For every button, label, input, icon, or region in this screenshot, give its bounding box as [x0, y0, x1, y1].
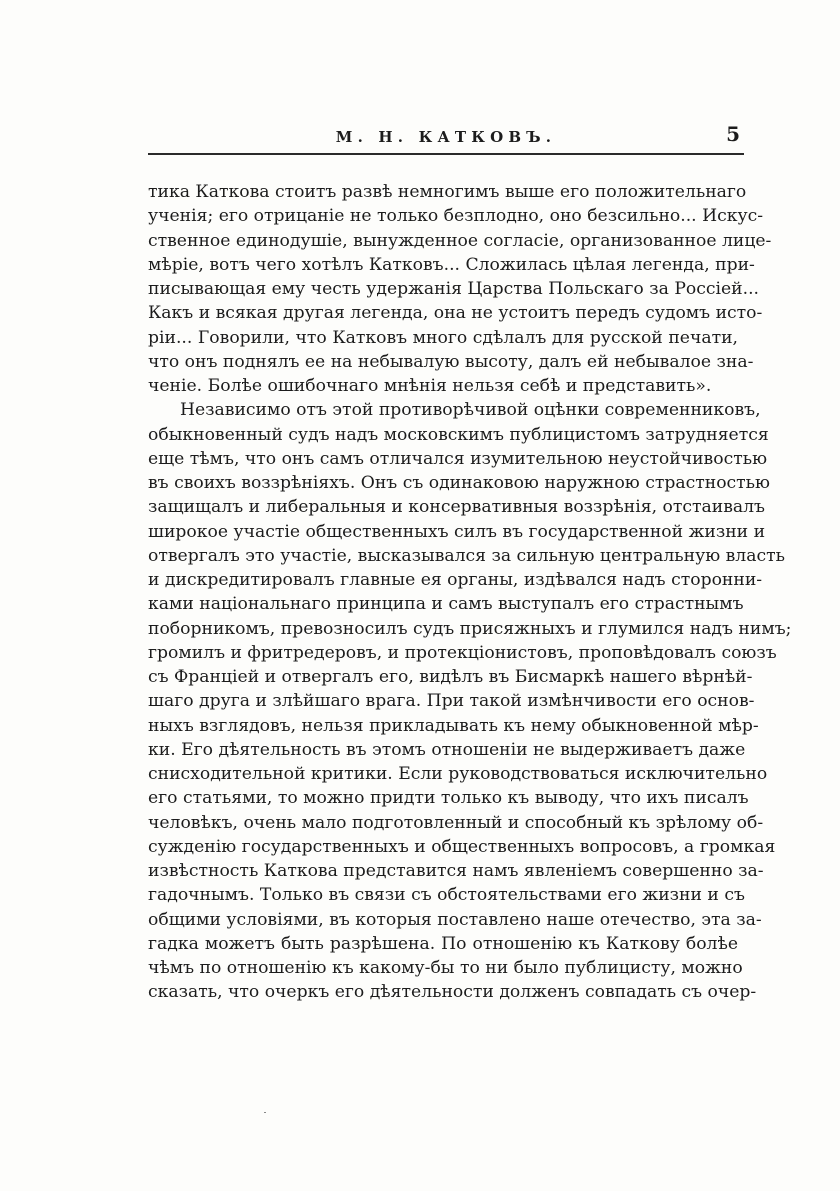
header-rule: [148, 153, 744, 155]
text-line: съ Франціей и отвергалъ его, видѣлъ въ Бисмаркѣ нашего вѣрнѣй-: [148, 667, 753, 687]
text-line: обыкновенный судъ надъ московскимъ публицистомъ затрудняется: [148, 424, 769, 445]
text-line: громилъ и фритредеровъ, и протекціонистовъ, проповѣдовалъ союзъ: [148, 642, 777, 663]
text-line: сужденію государственныхъ и общественныхъ вопросовъ, а громкая: [148, 836, 776, 857]
text-line: его статьями, то можно придти только къ выводу, что ихъ писалъ: [148, 788, 749, 809]
text-line: ственное единодушіе, вынужденное согласіе, организованное лице-: [148, 230, 772, 251]
text-line: ныхъ взглядовъ, нельзя прикладывать къ нему обыкновенной мѣр-: [148, 715, 759, 736]
body-text: [148, 180, 792, 1005]
text-line: чѣмъ по отношенію къ какому-бы то ни было публицисту, можно: [148, 958, 743, 978]
text-line: ки. Его дѣятельность въ этомъ отношеніи не выдерживаетъ даже: [148, 739, 746, 760]
text-line: ками національнаго принципа и самъ выступалъ его страстнымъ: [148, 594, 744, 615]
text-line: широкое участіе общественныхъ силъ въ государственной жизни и: [148, 521, 766, 542]
text-line: сказать, что очеркъ его дѣятельности долженъ совпадать съ очер-: [148, 982, 757, 1003]
text-line: гадка можетъ быть разрѣшена. По отношенію къ Каткову болѣе: [148, 933, 738, 954]
text-line: защищалъ и либеральныя и консервативныя воззрѣнія, отстаивалъ: [148, 497, 765, 518]
text-line: мѣріе, вотъ чего хотѣлъ Катковъ... Сложилась цѣлая легенда, при-: [148, 254, 755, 275]
text-line: Какъ и всякая другая легенда, она не устоитъ передъ судомъ исто-: [148, 303, 763, 324]
text-line: шаго друга и злѣйшаго врага. При такой измѣнчивости его основ-: [148, 691, 755, 712]
text-line: отвергалъ это участіе, высказывался за сильную центральную власть: [148, 545, 785, 566]
text-line: общими условіями, въ которыя поставлено наше отечество, эта за-: [148, 909, 762, 930]
text-line: человѣкъ, очень мало подготовленный и способный къ зрѣлому об-: [148, 812, 764, 833]
text-line: тика Каткова стоитъ развѣ немногимъ выше его положительнаго: [148, 182, 747, 202]
page-number: 5: [726, 122, 740, 146]
text-line: извѣстность Каткова представится намъ явленіемъ совершенно за-: [148, 861, 764, 881]
running-head: [148, 116, 744, 152]
text-line: ученія; его отрицаніе не только безплодно, оно безсильно... Искус-: [148, 206, 764, 227]
text-line: поборникомъ, превозносилъ судъ присяжныхъ и глумился надъ нимъ;: [148, 618, 792, 639]
text-line: еще тѣмъ, что онъ самъ отличался изумительною неустойчивостью: [148, 448, 768, 469]
text-line: Независимо отъ этой противорѣчивой оцѣнки современниковъ,: [180, 400, 761, 421]
scan-speck: [264, 1112, 266, 1113]
text-line: въ своихъ воззрѣніяхъ. Онъ съ одинаковою наружною страстностью: [148, 473, 770, 493]
text-line: гадочнымъ. Только въ связи съ обстоятельствами его жизни и съ: [148, 885, 745, 906]
text-line: что онъ поднялъ ее на небывалую высоту, далъ ей небывалое зна-: [148, 351, 754, 372]
text-line: писывающая ему честь удержанія Царства Польскаго за Россіей...: [148, 279, 759, 299]
running-title: М. Н. КАТКОВЪ.: [335, 128, 557, 146]
text-line: и дискредитировалъ главные ея органы, издѣвался надъ сторонни-: [148, 570, 763, 590]
text-line: ріи... Говорили, что Катковъ много сдѣлалъ для русской печати,: [148, 327, 738, 348]
text-line: ченіе. Болѣе ошибочнаго мнѣнія нельзя себѣ и представить».: [148, 376, 712, 396]
text-line: снисходительной критики. Если руководствоваться исключительно: [148, 764, 768, 784]
